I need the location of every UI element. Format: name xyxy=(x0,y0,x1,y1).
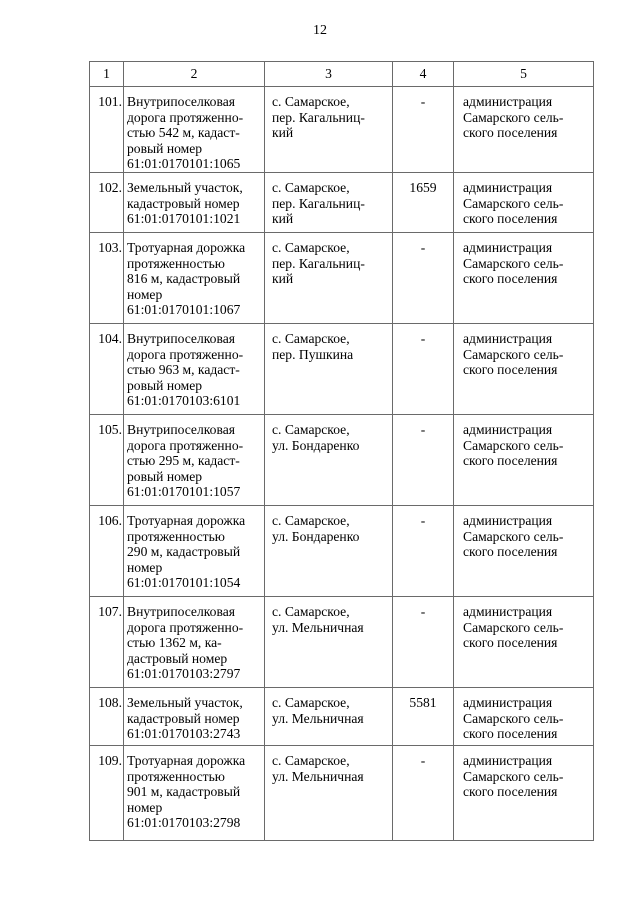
object-address xyxy=(265,172,393,232)
object-owner-line: Самарского сель- xyxy=(463,437,564,453)
object-area: - xyxy=(393,323,454,414)
object-area: - xyxy=(393,414,454,505)
object-description-line: протяженностью xyxy=(127,255,225,271)
object-description-line: Внутрипоселковая xyxy=(127,421,235,437)
row-number: 105. xyxy=(90,414,124,505)
table-row xyxy=(90,745,594,840)
object-owner-line: администрация xyxy=(463,694,553,710)
object-address-line: кий xyxy=(272,125,294,141)
object-owner-line: ского поселения xyxy=(463,635,558,651)
object-description-line: дорога протяженно- xyxy=(127,619,244,635)
object-description-line: 61:01:0170103:2797 xyxy=(127,666,241,682)
object-owner-line: Самарского сель- xyxy=(463,619,564,635)
object-description-line: кадастровый номер xyxy=(127,195,240,211)
object-owner-line: администрация xyxy=(463,603,553,619)
object-description-line: ровый номер xyxy=(127,468,203,484)
object-description-line: Тротуарная дорожка xyxy=(127,512,246,528)
row-number: 103. xyxy=(90,232,124,323)
object-description-line: номер xyxy=(127,799,163,815)
table-row xyxy=(90,687,594,745)
object-address-line: ул. Бондаренко xyxy=(272,437,360,453)
object-owner-line: ского поселения xyxy=(463,211,558,227)
object-description-line: Тротуарная дорожка xyxy=(127,239,246,255)
object-owner-line: администрация xyxy=(463,239,553,255)
object-description-line: 290 м, кадастровый xyxy=(127,544,241,560)
header-col-5: 5 xyxy=(454,62,594,87)
object-address-line: пер. Кагальниц- xyxy=(272,255,365,271)
object-description xyxy=(124,87,265,173)
table-row xyxy=(90,232,594,323)
row-number: 101. xyxy=(90,87,124,173)
object-address-line: с. Самарское, xyxy=(272,603,350,619)
object-address-line: пер. Кагальниц- xyxy=(272,195,365,211)
property-registry-table xyxy=(89,61,594,841)
header-col-4: 4 xyxy=(393,62,454,87)
object-description-line: Внутрипоселковая xyxy=(127,603,235,619)
object-area: - xyxy=(393,745,454,840)
object-description-line: Тротуарная дорожка xyxy=(127,752,246,768)
object-description-line: 901 м, кадастровый xyxy=(127,784,241,800)
object-owner xyxy=(454,232,594,323)
object-description-line: стью 963 м, кадаст- xyxy=(127,362,240,378)
table-row xyxy=(90,172,594,232)
object-description-line: дорога протяженно- xyxy=(127,109,244,125)
object-owner-line: ского поселения xyxy=(463,726,558,742)
object-address-line: кий xyxy=(272,271,294,287)
object-owner-line: Самарского сель- xyxy=(463,528,564,544)
object-address-line: с. Самарское, xyxy=(272,94,350,109)
row-number: 102. xyxy=(90,172,124,232)
object-owner-line: ского поселения xyxy=(463,125,558,141)
object-address xyxy=(265,687,393,745)
object-description-line: 61:01:0170101:1065 xyxy=(127,156,241,172)
object-owner xyxy=(454,745,594,840)
object-owner-line: Самарского сель- xyxy=(463,195,564,211)
object-area: 1659 xyxy=(393,172,454,232)
header-col-3: 3 xyxy=(265,62,393,87)
object-description-line: 61:01:0170103:2743 xyxy=(127,726,241,742)
object-address-line: ул. Бондаренко xyxy=(272,528,360,544)
row-number: 104. xyxy=(90,323,124,414)
object-description-line: 61:01:0170101:1067 xyxy=(127,302,241,318)
object-owner-line: администрация xyxy=(463,512,553,528)
object-description-line: Земельный участок, xyxy=(127,694,243,710)
object-description-line: номер xyxy=(127,559,163,575)
table-row xyxy=(90,505,594,596)
object-owner xyxy=(454,596,594,687)
object-area: - xyxy=(393,505,454,596)
row-number: 108. xyxy=(90,687,124,745)
object-description-line: протяженностью xyxy=(127,768,225,784)
object-description-line: стью 542 м, кадаст- xyxy=(127,125,240,141)
object-description-line: дорога протяженно- xyxy=(127,346,244,362)
object-address xyxy=(265,745,393,840)
object-description xyxy=(124,414,265,505)
object-description-line: дорога протяженно- xyxy=(127,437,244,453)
object-owner-line: ского поселения xyxy=(463,362,558,378)
row-number: 109. xyxy=(90,745,124,840)
object-description-line: 61:01:0170101:1021 xyxy=(127,211,241,227)
object-owner-line: администрация xyxy=(463,94,553,109)
object-area: - xyxy=(393,232,454,323)
table-body xyxy=(90,87,594,841)
object-address xyxy=(265,505,393,596)
object-owner xyxy=(454,87,594,173)
row-number: 106. xyxy=(90,505,124,596)
object-description-line: стью 1362 м, ка- xyxy=(127,635,222,651)
object-description-line: ровый номер xyxy=(127,377,203,393)
table-row xyxy=(90,87,594,173)
object-description xyxy=(124,745,265,840)
object-description xyxy=(124,505,265,596)
object-owner xyxy=(454,414,594,505)
object-description xyxy=(124,687,265,745)
object-owner xyxy=(454,172,594,232)
object-description-line: дастровый номер xyxy=(127,650,228,666)
object-address-line: пер. Кагальниц- xyxy=(272,109,365,125)
object-description-line: 61:01:0170103:2798 xyxy=(127,815,241,831)
object-address-line: с. Самарское, xyxy=(272,330,350,346)
object-address-line: пер. Пушкина xyxy=(272,346,354,362)
object-address-line: ул. Мельничная xyxy=(272,768,364,784)
object-description-line: номер xyxy=(127,286,163,302)
object-owner-line: администрация xyxy=(463,421,553,437)
object-owner-line: Самарского сель- xyxy=(463,109,564,125)
object-address-line: с. Самарское, xyxy=(272,421,350,437)
object-description xyxy=(124,323,265,414)
object-owner-line: Самарского сель- xyxy=(463,255,564,271)
object-owner-line: ского поселения xyxy=(463,784,558,800)
object-address xyxy=(265,323,393,414)
object-area: - xyxy=(393,596,454,687)
object-address xyxy=(265,232,393,323)
object-address-line: с. Самарское, xyxy=(272,179,350,195)
object-owner-line: ского поселения xyxy=(463,271,558,287)
object-description-line: Внутрипоселковая xyxy=(127,94,235,109)
object-description-line: Земельный участок, xyxy=(127,179,243,195)
object-description xyxy=(124,596,265,687)
row-number: 107. xyxy=(90,596,124,687)
table-header-row xyxy=(90,62,594,87)
object-address-line: ул. Мельничная xyxy=(272,710,364,726)
object-owner xyxy=(454,505,594,596)
object-description-line: 61:01:0170101:1054 xyxy=(127,575,241,591)
object-description-line: 816 м, кадастровый xyxy=(127,271,241,287)
object-address-line: ул. Мельничная xyxy=(272,619,364,635)
object-owner-line: Самарского сель- xyxy=(463,346,564,362)
object-description-line: стью 295 м, кадаст- xyxy=(127,453,240,469)
object-description-line: 61:01:0170101:1057 xyxy=(127,484,241,500)
object-description xyxy=(124,232,265,323)
table-row xyxy=(90,596,594,687)
object-address-line: кий xyxy=(272,211,294,227)
header-col-2: 2 xyxy=(124,62,265,87)
object-owner-line: Самарского сель- xyxy=(463,710,564,726)
object-description-line: Внутрипоселковая xyxy=(127,330,235,346)
object-description-line: протяженностью xyxy=(127,528,225,544)
object-description-line: 61:01:0170103:6101 xyxy=(127,393,241,409)
object-description xyxy=(124,172,265,232)
object-address-line: с. Самарское, xyxy=(272,752,350,768)
object-owner xyxy=(454,323,594,414)
object-description-line: кадастровый номер xyxy=(127,710,240,726)
object-owner-line: администрация xyxy=(463,330,553,346)
object-address xyxy=(265,596,393,687)
object-owner xyxy=(454,687,594,745)
object-address-line: с. Самарское, xyxy=(272,512,350,528)
object-owner-line: Самарского сель- xyxy=(463,768,564,784)
table-row xyxy=(90,323,594,414)
object-owner-line: администрация xyxy=(463,179,553,195)
object-area: - xyxy=(393,87,454,173)
object-address-line: с. Самарское, xyxy=(272,694,350,710)
header-col-1: 1 xyxy=(90,62,124,87)
object-address xyxy=(265,414,393,505)
object-address xyxy=(265,87,393,173)
object-area: 5581 xyxy=(393,687,454,745)
object-description-line: ровый номер xyxy=(127,140,203,156)
table-row xyxy=(90,414,594,505)
object-address-line: с. Самарское, xyxy=(272,239,350,255)
page-number: 12 xyxy=(313,23,327,38)
object-owner-line: ского поселения xyxy=(463,453,558,469)
object-owner-line: ского поселения xyxy=(463,544,558,560)
object-owner-line: администрация xyxy=(463,752,553,768)
